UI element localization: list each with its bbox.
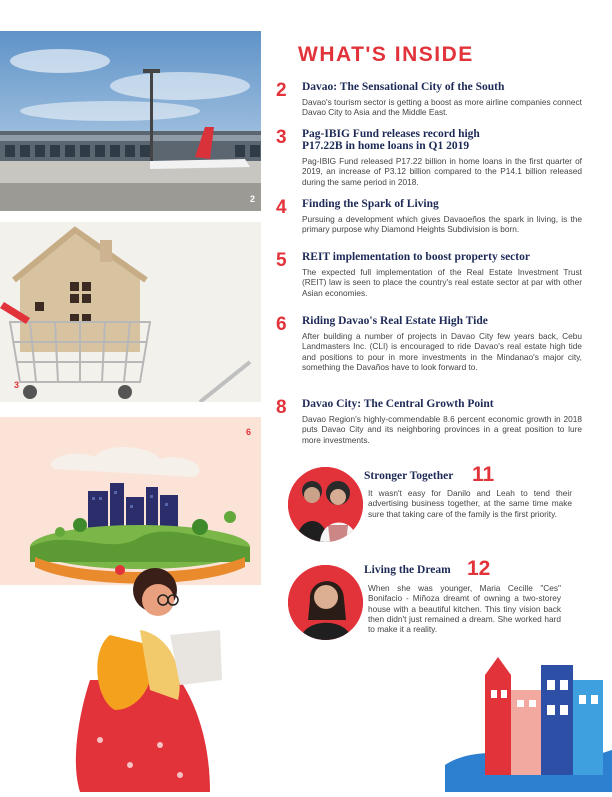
toc-item[interactable] — [276, 128, 582, 187]
page-title: WHAT'S INSIDE — [298, 43, 474, 66]
girl-reading-illustration — [60, 560, 250, 792]
toc-item-title: Riding Davao's Real Estate High Tide — [302, 315, 488, 327]
toc-item[interactable] — [276, 398, 582, 445]
page-number-badge: 6 — [246, 427, 252, 437]
feature-description: It wasn't easy for Danilo and Leah to tend their advertising business together, at the same time make sure that taking care of the family is the first priority. — [368, 488, 572, 519]
airport-photo — [0, 31, 261, 211]
toc-page-number: 6 — [276, 314, 287, 335]
toc-page-number: 3 — [276, 127, 287, 148]
woman-portrait — [288, 565, 363, 640]
toc-page-number: 4 — [276, 197, 287, 218]
toc-item-title: Davao City: The Central Growth Point — [302, 398, 494, 410]
page-number-badge: 3 — [14, 380, 20, 390]
toc-item-description: Davao's tourism sector is getting a boost as more airline companies connect Davao City to Asia and the Middle East. — [302, 97, 582, 118]
feature-page-number: 11 — [472, 463, 495, 486]
houses-illustration — [445, 635, 612, 792]
toc-item-title: REIT implementation to boost property sector — [302, 251, 530, 263]
toc-item-description: The expected full implementation of the Real Estate Investment Trust (REIT) law is seen to place the country's real estate sector at par with other Asian economies. — [302, 267, 582, 298]
toc-item[interactable] — [276, 315, 582, 372]
toc-page-number: 2 — [276, 80, 287, 101]
toc-item-title: Finding the Spark of Living — [302, 198, 439, 210]
toc-item[interactable] — [276, 251, 582, 298]
toc-item[interactable] — [276, 198, 582, 235]
toc-page-number: 8 — [276, 397, 287, 418]
toc-item-title: Pag-IBIG Fund releases record high P17.22B in home loans in Q1 2019 — [302, 128, 480, 152]
toc-item-description: Pursuing a development which gives Davaoeños the spark in living, is the primary purpose why Diamond Heights Subdivision is born. — [302, 214, 582, 235]
toc-item-description: Davao Region's highly-commendable 8.6 percent economic growth in 2018 puts Davao City and its neighboring provinces in a great position to lure more investments. — [302, 414, 582, 445]
page-number-badge: 2 — [249, 194, 255, 204]
feature-page-number: 12 — [467, 557, 491, 580]
toc-page-number: 5 — [276, 250, 287, 271]
feature-title: Stronger Together — [364, 470, 454, 482]
toc-item-description: Pag-IBIG Fund released P17.22 billion in home loans in the first quarter of 2019, an increase of P3.12 billion compared to the P14.1 billion released during the same period in 2018. — [302, 156, 582, 187]
feature-description: When she was younger, Maria Cecille "Ces" Bonifacio - Miñoza dreamt of owning a two-storey house with a beautiful kitchen. This tiny vision back then didn't just remained a dream. She worked hard to make it a reality. — [368, 583, 561, 635]
toc-item-description: After building a number of projects in Davao City few years back, Cebu Landmasters Inc. (CLI) is encouraged to ride Davao's real estate high tide and positions to pour in more investments in the Mindanao's major city, something the Davaños have to look forward to. — [302, 331, 582, 372]
couple-portrait — [288, 467, 363, 542]
toc-item[interactable] — [276, 81, 582, 118]
feature-title: Living the Dream — [364, 564, 451, 576]
house-model-photo — [0, 222, 261, 402]
toc-item-title: Davao: The Sensational City of the South — [302, 81, 505, 93]
